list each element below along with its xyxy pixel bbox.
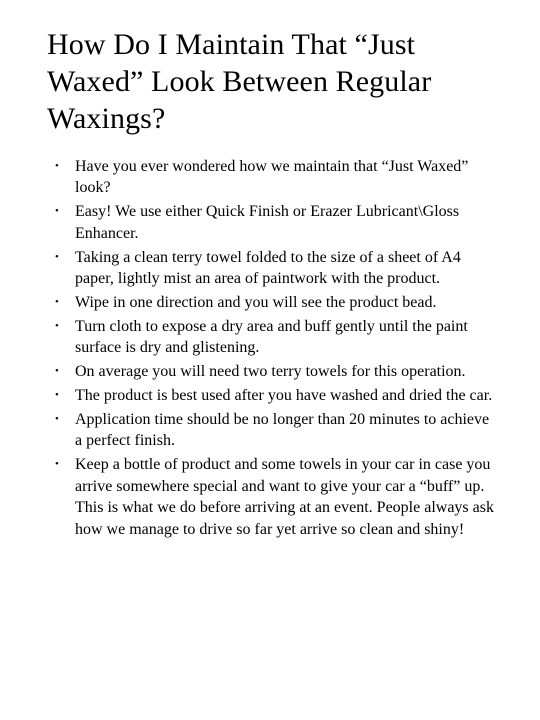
bullet-text: Taking a clean terry towel folded to the size of a sheet of A4 paper, lightly mist an area of paintwork with the product. xyxy=(75,248,461,288)
bullet-text: The product is best used after you have washed and dried the car. xyxy=(75,387,493,405)
bullet-item xyxy=(47,409,497,452)
bullet-text: Keep a bottle of product and some towels in your car in case you arrive somewhere special and want to give your car a “buff” up. This is what we do before arriving at an event. People always ask how we manage to drive so far yet arrive so clean and shiny! xyxy=(75,456,494,538)
bullet-text: Turn cloth to expose a dry area and buff gently until the paint surface is dry and glistening. xyxy=(75,317,468,357)
bullet-text: Application time should be no longer than 20 minutes to achieve a perfect finish. xyxy=(75,410,490,450)
bullet-list xyxy=(47,156,510,540)
bullet-icon: • xyxy=(55,205,59,218)
bullet-item xyxy=(47,454,497,540)
bullet-icon: • xyxy=(55,365,59,378)
bullet-text: Easy! We use either Quick Finish or Erazer Lubricant\Gloss Enhancer. xyxy=(75,203,460,242)
bullet-icon: • xyxy=(55,412,59,425)
bullet-icon: • xyxy=(55,458,59,471)
bullet-text: Have you ever wondered how we maintain that “Just Waxed” look? xyxy=(75,158,469,197)
bullet-item xyxy=(47,156,497,199)
bullet-item xyxy=(47,292,497,313)
bullet-icon: • xyxy=(55,295,59,308)
bullet-icon: • xyxy=(55,250,59,263)
bullet-text: On average you will need two terry towels for this operation. xyxy=(75,363,466,381)
bullet-item xyxy=(47,316,497,359)
bullet-icon: • xyxy=(55,160,59,172)
bullet-icon: • xyxy=(55,389,59,402)
bullet-icon: • xyxy=(55,319,59,332)
bullet-text: Wipe in one direction and you will see the product bead. xyxy=(75,293,437,311)
bullet-item xyxy=(47,201,497,244)
bullet-item xyxy=(47,361,497,382)
bullet-item xyxy=(47,385,497,406)
bullet-item xyxy=(47,247,497,290)
slide-title: How Do I Maintain That “Just Waxed” Look Between Regular Waxings? xyxy=(47,28,432,135)
